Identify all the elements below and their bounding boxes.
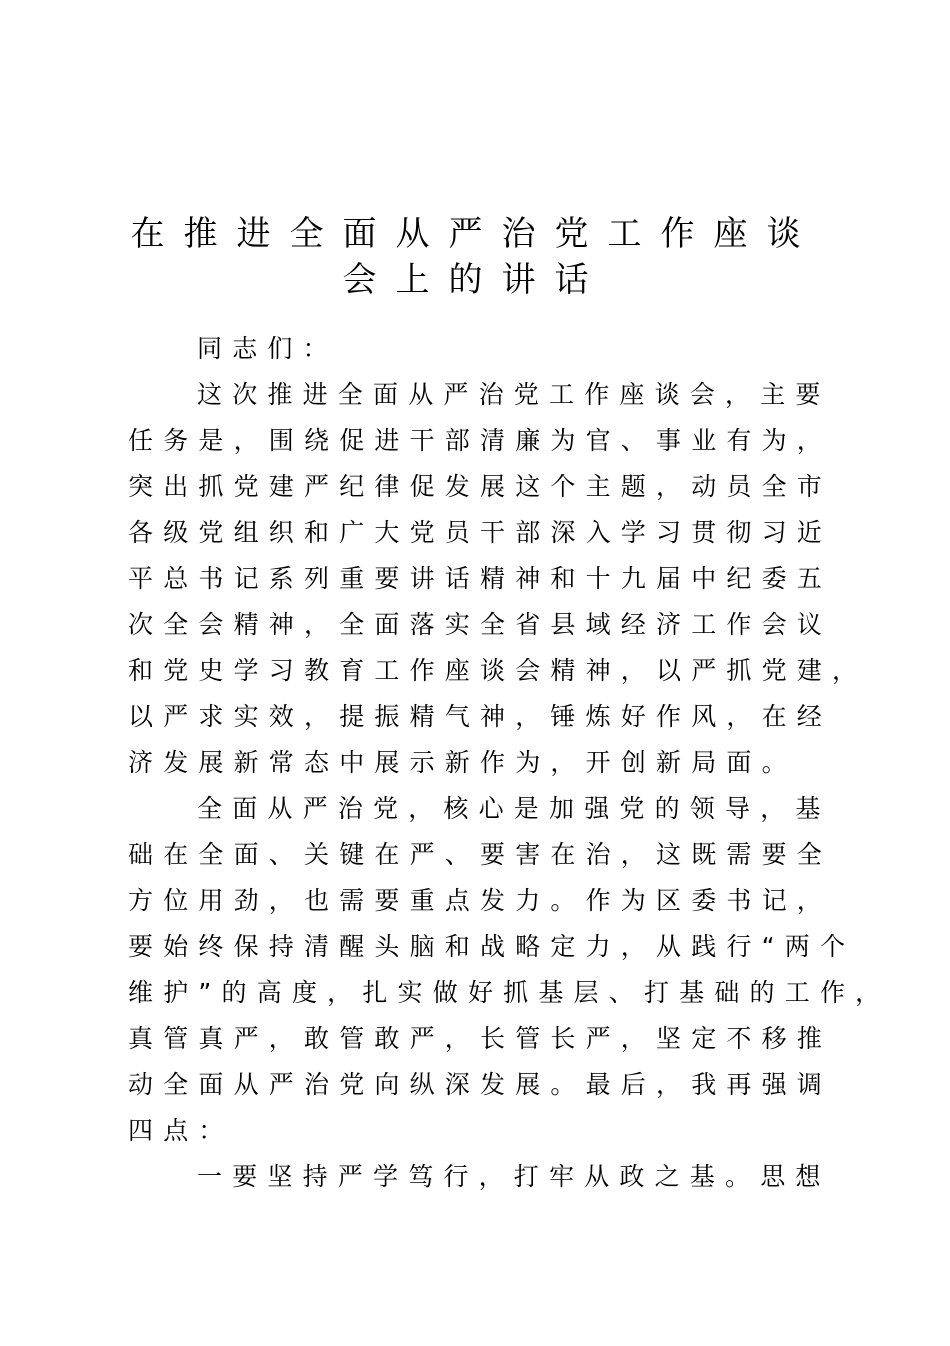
paragraph-line: 真管真严，敢管敢严，长管长严，坚定不移推 (128, 1024, 833, 1053)
salutation: 同志们： (197, 334, 338, 363)
paragraph-line: 这次推进全面从严治党工作座谈会，主要 (197, 380, 831, 409)
document-title-line-1: 在推进全面从严治党工作座谈 (130, 214, 820, 254)
paragraph-line: 方位用劲，也需要重点发力。作为区委书记， (128, 886, 833, 915)
document-title-line-2: 会上的讲话 (342, 260, 608, 300)
paragraph-line: 动全面从严治党向纵深发展。最后，我再强调 (128, 1070, 833, 1099)
paragraph-line: 维护”的高度，扎实做好抓基层、打基础的工作， (128, 978, 891, 1007)
paragraph-line: 四点： (128, 1116, 234, 1145)
paragraph-line: 各级党组织和广大党员干部深入学习贯彻习近 (128, 518, 833, 547)
paragraph-line: 平总书记系列重要讲话精神和十九届中纪委五 (128, 564, 833, 593)
paragraph-line: 全面从严治党，核心是加强党的领导，基 (197, 794, 831, 823)
paragraph-line: 础在全面、关键在严、要害在治，这既需要全 (128, 840, 833, 869)
paragraph-line: 以严求实效，提振精气神，锤炼好作风，在经 (128, 702, 833, 731)
paragraph-line: 任务是，围绕促进干部清廉为官、事业有为， (128, 426, 833, 455)
paragraph-line: 要始终保持清醒头脑和战略定力，从践行“两个 (128, 932, 856, 961)
paragraph-line: 一要坚持严学笃行，打牢从政之基。思想 (197, 1162, 831, 1191)
paragraph-line: 突出抓党建严纪律促发展这个主题，动员全市 (128, 472, 833, 501)
paragraph-line: 次全会精神，全面落实全省县域经济工作会议 (128, 610, 833, 639)
paragraph-line: 济发展新常态中展示新作为，开创新局面。 (128, 748, 797, 777)
paragraph-line: 和党史学习教育工作座谈会精神，以严抓党建， (128, 656, 868, 685)
